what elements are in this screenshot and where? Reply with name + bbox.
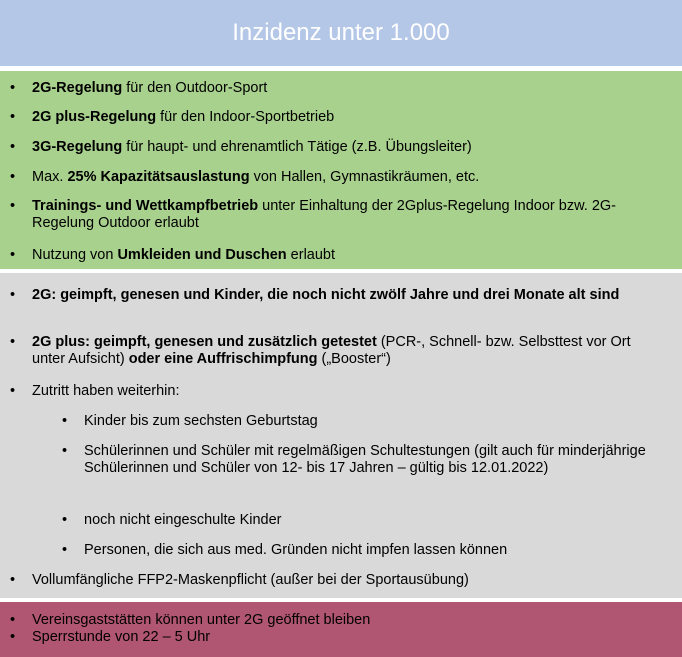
item-text: von Hallen, Gymnastikräumen, etc. — [249, 169, 480, 185]
item-text: für den Outdoor-Sport — [122, 80, 268, 96]
item-bold: oder eine Auffrischimpfung — [128, 351, 318, 367]
list-item — [32, 139, 652, 156]
rules-panel — [0, 71, 682, 269]
list-item — [32, 109, 652, 126]
list-item — [32, 198, 652, 232]
item-text: erlaubt — [286, 247, 336, 263]
item-bold: 25% Kapazitätsauslastung — [67, 169, 250, 185]
item-text: Kinder bis zum sechsten Geburtstag — [84, 413, 318, 429]
item-prefix: Nutzung von — [32, 247, 118, 263]
item-bold: 3G-Regelung — [32, 139, 123, 155]
access-panel — [0, 273, 682, 598]
page-title — [0, 0, 682, 66]
item-bold: Umkleiden und Duschen — [117, 247, 287, 263]
item-text: noch nicht eingeschulte Kinder — [84, 512, 282, 528]
item-bold: 2G-Regelung — [32, 80, 123, 96]
list-item — [32, 80, 652, 97]
list-item — [32, 572, 652, 589]
item-text: unter Einhaltung der 2Gplus-Regelung Indoor bzw. 2G-Regelung Outdoor erlaubt — [32, 198, 616, 231]
sub-list-item — [84, 413, 654, 430]
sub-list-item — [84, 542, 654, 559]
item-text: Zutritt haben weiterhin: — [32, 383, 180, 399]
item-bold: 2G: geimpft, genesen und Kinder, die noch nicht zwölf Jahre und drei Monate alt sind — [32, 287, 620, 303]
item-bold: Trainings- und Wettkampfbetrieb — [32, 198, 259, 214]
list-item — [32, 287, 652, 304]
item-text: Vereinsgaststätten können unter 2G geöffnet bleiben — [32, 612, 371, 628]
list-item — [32, 169, 652, 186]
title-text: Inzidenz unter 1.000 — [232, 19, 450, 46]
item-text: Schülerinnen und Schüler mit regelmäßigen Schultestungen (gilt auch für minderjährige Schülerinnen und Schüler von 12- bis 17 Jahren – gültig bis 12.01.2022) — [84, 443, 646, 476]
item-text: (PCR-, Schnell- bzw. Selbsttest vor Ort unter Aufsicht) — [32, 334, 631, 367]
sub-list-item — [84, 512, 654, 529]
list-item — [32, 247, 652, 264]
item-text: für den Indoor-Sportbetrieb — [156, 109, 335, 125]
item-text: für haupt- und ehrenamtlich Tätige (z.B. Übungsleiter) — [122, 139, 472, 155]
item-text: („Booster“) — [317, 351, 391, 367]
list-item — [32, 334, 652, 368]
item-text: Personen, die sich aus med. Gründen nicht impfen lassen können — [84, 542, 508, 558]
sub-list-item — [84, 443, 654, 477]
list-item — [32, 629, 652, 645]
item-bold: 2G plus-Regelung — [32, 109, 157, 125]
list-item — [32, 612, 652, 628]
item-prefix: Max. — [32, 169, 68, 185]
list-item — [32, 383, 652, 400]
gastro-panel — [0, 602, 682, 657]
item-text: Vollumfängliche FFP2-Maskenpflicht (außer bei der Sportausübung) — [32, 572, 469, 588]
item-bold: 2G plus: geimpft, genesen und zusätzlich getestet — [32, 334, 377, 350]
item-text: Sperrstunde von 22 – 5 Uhr — [32, 629, 211, 645]
